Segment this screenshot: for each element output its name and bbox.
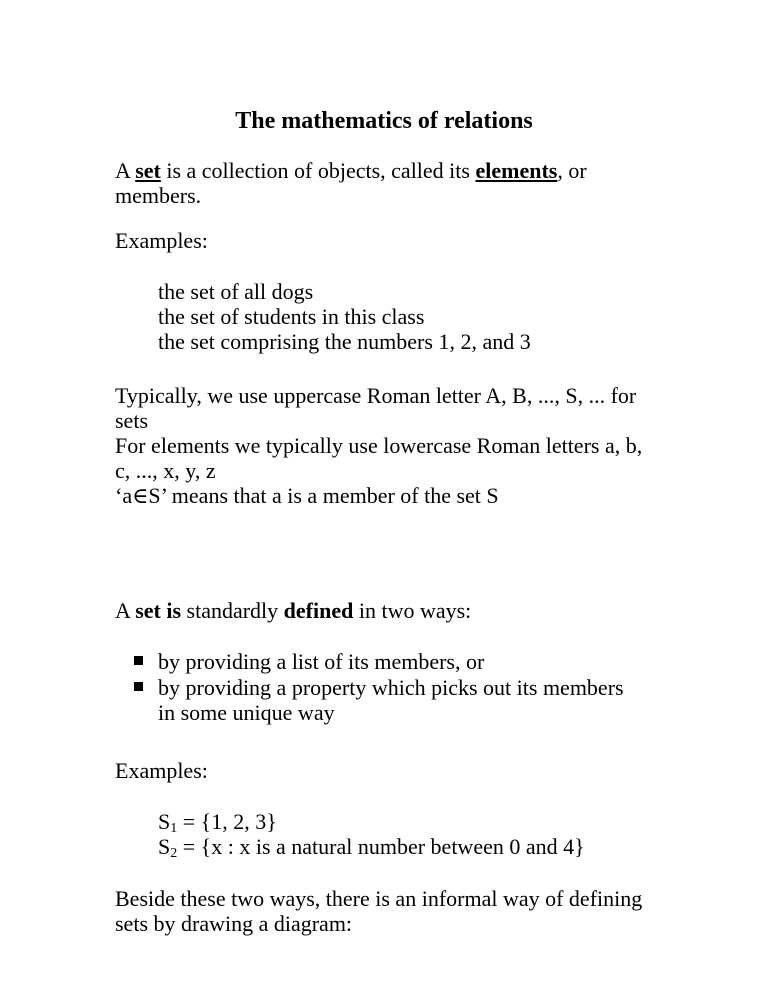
intro-paragraph <box>115 158 655 208</box>
example-item: the set comprising the numbers 1, 2, and 3 <box>158 329 531 354</box>
set-examples <box>158 809 658 859</box>
term-defined: defined <box>283 598 354 623</box>
definition-bullet-list <box>130 649 670 726</box>
intro-text-b: is a collection of objects, called its <box>160 158 476 183</box>
term-set: set <box>135 158 161 183</box>
closing-line: sets by drawing a diagram: <box>115 911 353 936</box>
bullet-text: by providing a list of its members, or <box>158 649 485 674</box>
set-s1-definition: $S_1 = \{1$, 2, 3} <box>158 809 277 836</box>
set-s2-definition: $S_2 = \{x$ : x is a natural number between 0 and 4} <box>158 834 585 861</box>
closing-paragraph <box>115 886 655 936</box>
example-item: the set of all dogs <box>158 279 314 304</box>
bullet-item <box>130 675 670 725</box>
bullet-item <box>130 649 670 674</box>
term-elements: elements <box>475 158 558 183</box>
notation-paragraph <box>115 383 655 508</box>
notation-line: sets <box>115 408 148 433</box>
square-bullet-icon <box>134 682 143 691</box>
definition-text-a: A <box>115 598 136 623</box>
notation-line: For elements we typically use lowercase Roman letters a, b, <box>115 433 643 458</box>
intro-text-a: A <box>115 158 136 183</box>
square-bullet-icon <box>134 656 143 665</box>
bullet-text-continued: in some unique way <box>158 700 335 725</box>
term-set-is: set is <box>135 598 182 623</box>
membership-notation-line: ‘a∈S’ means that a is a member of the set S <box>115 483 499 508</box>
examples-heading-1: Examples: <box>115 228 208 253</box>
definition-text-c: in two ways: <box>353 598 472 623</box>
page-title: The mathematics of relations <box>235 108 533 134</box>
closing-line: Beside these two ways, there is an informal way of defining <box>115 886 643 911</box>
definition-paragraph <box>115 598 655 623</box>
definition-text-b: standardly <box>181 598 284 623</box>
examples-heading-2: Examples: <box>115 758 208 783</box>
examples-list-1 <box>158 279 658 354</box>
intro-line-2: members. <box>115 183 202 208</box>
example-item: the set of students in this class <box>158 304 425 329</box>
bullet-text: by providing a property which picks out its members <box>158 675 624 700</box>
intro-text-c: , or <box>557 158 587 183</box>
notation-line: c, ..., x, y, z <box>115 458 216 483</box>
notation-line: Typically, we use uppercase Roman letter A, B, ..., S, ... for <box>115 383 637 408</box>
